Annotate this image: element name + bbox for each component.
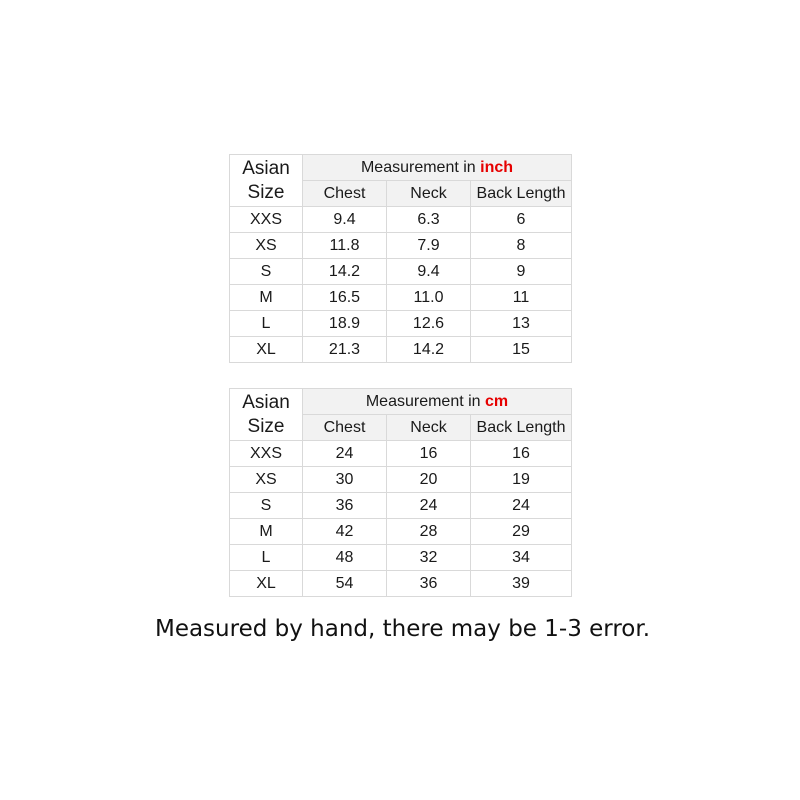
table-row	[230, 285, 572, 311]
neck-cell: 12.6	[387, 311, 471, 337]
size-cell: XS	[230, 467, 303, 493]
neck-column-header: Neck	[387, 415, 471, 441]
table-row	[230, 519, 572, 545]
neck-cell: 16	[387, 441, 471, 467]
neck-cell: 28	[387, 519, 471, 545]
size-column-header	[230, 155, 303, 207]
neck-cell: 36	[387, 571, 471, 597]
back-length-cell: 13	[471, 311, 572, 337]
chest-cell: 21.3	[303, 337, 387, 363]
table-row	[230, 545, 572, 571]
cm-size-table	[229, 388, 572, 597]
table-row	[230, 233, 572, 259]
table-row	[230, 493, 572, 519]
neck-cell: 32	[387, 545, 471, 571]
chest-cell: 48	[303, 545, 387, 571]
back-length-cell: 34	[471, 545, 572, 571]
size-cell: M	[230, 285, 303, 311]
size-header-line1: Asian	[242, 157, 290, 179]
chest-column-header: Chest	[303, 181, 387, 207]
neck-cell: 6.3	[387, 207, 471, 233]
chest-cell: 9.4	[303, 207, 387, 233]
size-cell: L	[230, 311, 303, 337]
neck-cell: 24	[387, 493, 471, 519]
back-length-cell: 15	[471, 337, 572, 363]
back-length-cell: 6	[471, 207, 572, 233]
chest-cell: 54	[303, 571, 387, 597]
table-row	[230, 337, 572, 363]
back-length-cell: 24	[471, 493, 572, 519]
size-cell: XXS	[230, 207, 303, 233]
neck-column-header: Neck	[387, 181, 471, 207]
back-length-cell: 8	[471, 233, 572, 259]
back-length-cell: 29	[471, 519, 572, 545]
neck-cell: 7.9	[387, 233, 471, 259]
size-cell: XS	[230, 233, 303, 259]
size-cell: XL	[230, 337, 303, 363]
chest-column-header: Chest	[303, 415, 387, 441]
unit-label: cm	[485, 392, 509, 410]
back-length-cell: 16	[471, 441, 572, 467]
measurement-group-header	[303, 155, 572, 181]
table-row	[230, 571, 572, 597]
unit-label: inch	[480, 158, 514, 176]
back-length-cell: 39	[471, 571, 572, 597]
chest-cell: 14.2	[303, 259, 387, 285]
size-cell: XL	[230, 571, 303, 597]
table-row	[230, 259, 572, 285]
chest-cell: 30	[303, 467, 387, 493]
chest-cell: 24	[303, 441, 387, 467]
neck-cell: 9.4	[387, 259, 471, 285]
back-length-cell: 19	[471, 467, 572, 493]
measurement-label: Measurement in	[360, 158, 481, 176]
back-length-cell: 11	[471, 285, 572, 311]
chest-cell: 11.8	[303, 233, 387, 259]
back-length-column-header: Back Length	[471, 415, 572, 441]
neck-cell: 20	[387, 467, 471, 493]
table-row	[230, 467, 572, 493]
size-header-line1: Asian	[242, 391, 290, 413]
neck-cell: 11.0	[387, 285, 471, 311]
neck-cell: 14.2	[387, 337, 471, 363]
table-row	[230, 207, 572, 233]
size-cell: S	[230, 259, 303, 285]
chest-cell: 18.9	[303, 311, 387, 337]
size-cell: L	[230, 545, 303, 571]
table-row	[230, 311, 572, 337]
measurement-group-header	[303, 389, 572, 415]
size-header-line2: Size	[247, 415, 285, 437]
chest-cell: 42	[303, 519, 387, 545]
size-cell: S	[230, 493, 303, 519]
back-length-column-header: Back Length	[471, 181, 572, 207]
measurement-note: Measured by hand, there may be 1-3 error.	[154, 616, 651, 642]
size-cell: XXS	[230, 441, 303, 467]
chest-cell: 16.5	[303, 285, 387, 311]
table-row	[230, 441, 572, 467]
size-cell: M	[230, 519, 303, 545]
size-column-header	[230, 389, 303, 441]
inch-size-table	[229, 154, 572, 363]
chest-cell: 36	[303, 493, 387, 519]
back-length-cell: 9	[471, 259, 572, 285]
measurement-label: Measurement in	[365, 392, 486, 410]
size-header-line2: Size	[247, 181, 285, 203]
